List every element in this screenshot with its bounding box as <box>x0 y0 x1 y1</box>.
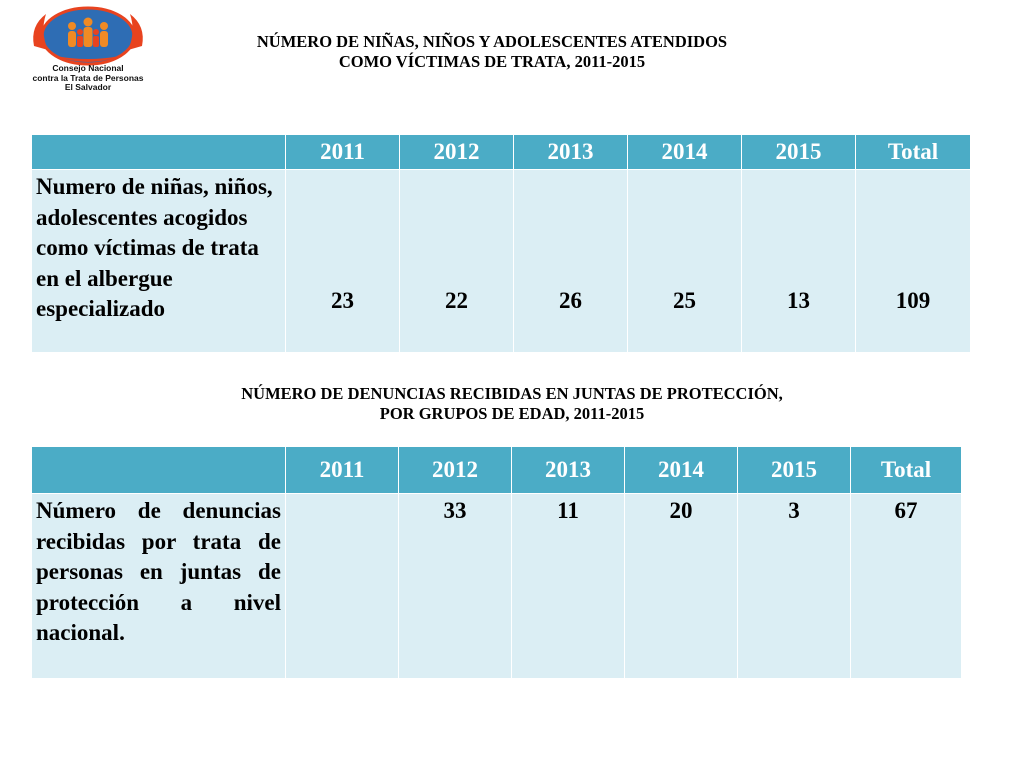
table2-header-row <box>32 447 962 494</box>
table1-row-label: Numero de niñas, niños, adolescentes acogidos como víctimas de trata en el albergue especializado <box>32 170 286 353</box>
table1-value-2014: 25 <box>628 170 742 353</box>
table1-header-2013: 2013 <box>514 135 628 170</box>
table2-value-total: 67 <box>851 494 962 679</box>
table2-header-2012: 2012 <box>399 447 512 494</box>
heading2-line1: NÚMERO DE DENUNCIAS RECIBIDAS EN JUNTAS DE PROTECCIÓN, <box>241 384 783 403</box>
table1-header-empty <box>32 135 286 170</box>
table2-header-2011: 2011 <box>286 447 399 494</box>
table2-header-2015: 2015 <box>738 447 851 494</box>
table-children-sheltered <box>31 134 971 353</box>
table-row <box>32 170 971 353</box>
table1-header-2014: 2014 <box>628 135 742 170</box>
table-row <box>32 494 962 679</box>
heading2-line2: POR GRUPOS DE EDAD, 2011-2015 <box>379 404 645 423</box>
logo-text-line3: El Salvador <box>64 82 112 92</box>
table1-header-total: Total <box>856 135 971 170</box>
table2-value-2015: 3 <box>738 494 851 679</box>
table1-header-row <box>32 135 971 170</box>
heading-complaints-received <box>0 384 1024 424</box>
table2-value-2013: 11 <box>512 494 625 679</box>
table1-value-2011: 23 <box>286 170 400 353</box>
heading-children-attended <box>0 32 1004 72</box>
table1-header-2011: 2011 <box>286 135 400 170</box>
table2-header-2014: 2014 <box>625 447 738 494</box>
heading1-line2: COMO VÍCTIMAS DE TRATA, 2011-2015 <box>338 52 646 71</box>
table1-value-2015: 13 <box>742 170 856 353</box>
heading1-line1: NÚMERO DE NIÑAS, NIÑOS Y ADOLESCENTES ATENDIDOS <box>256 32 728 51</box>
table2-value-2011 <box>286 494 399 679</box>
table1-value-2012: 22 <box>400 170 514 353</box>
table2-header-empty <box>32 447 286 494</box>
table2-header-2013: 2013 <box>512 447 625 494</box>
table1-header-2012: 2012 <box>400 135 514 170</box>
table2-header-total: Total <box>851 447 962 494</box>
table1-header-2015: 2015 <box>742 135 856 170</box>
logo-text-line1: Consejo Nacional <box>52 63 124 73</box>
table2-value-2014: 20 <box>625 494 738 679</box>
logo-text-line2: contra la Trata de Personas <box>32 72 144 83</box>
table2-row-label: Número de denuncias recibidas por trata de personas en juntas de protección a nivel nacional. <box>32 494 286 679</box>
table1-value-total: 109 <box>856 170 971 353</box>
table2-value-2012: 33 <box>399 494 512 679</box>
table-complaints <box>31 446 962 679</box>
table1-value-2013: 26 <box>514 170 628 353</box>
